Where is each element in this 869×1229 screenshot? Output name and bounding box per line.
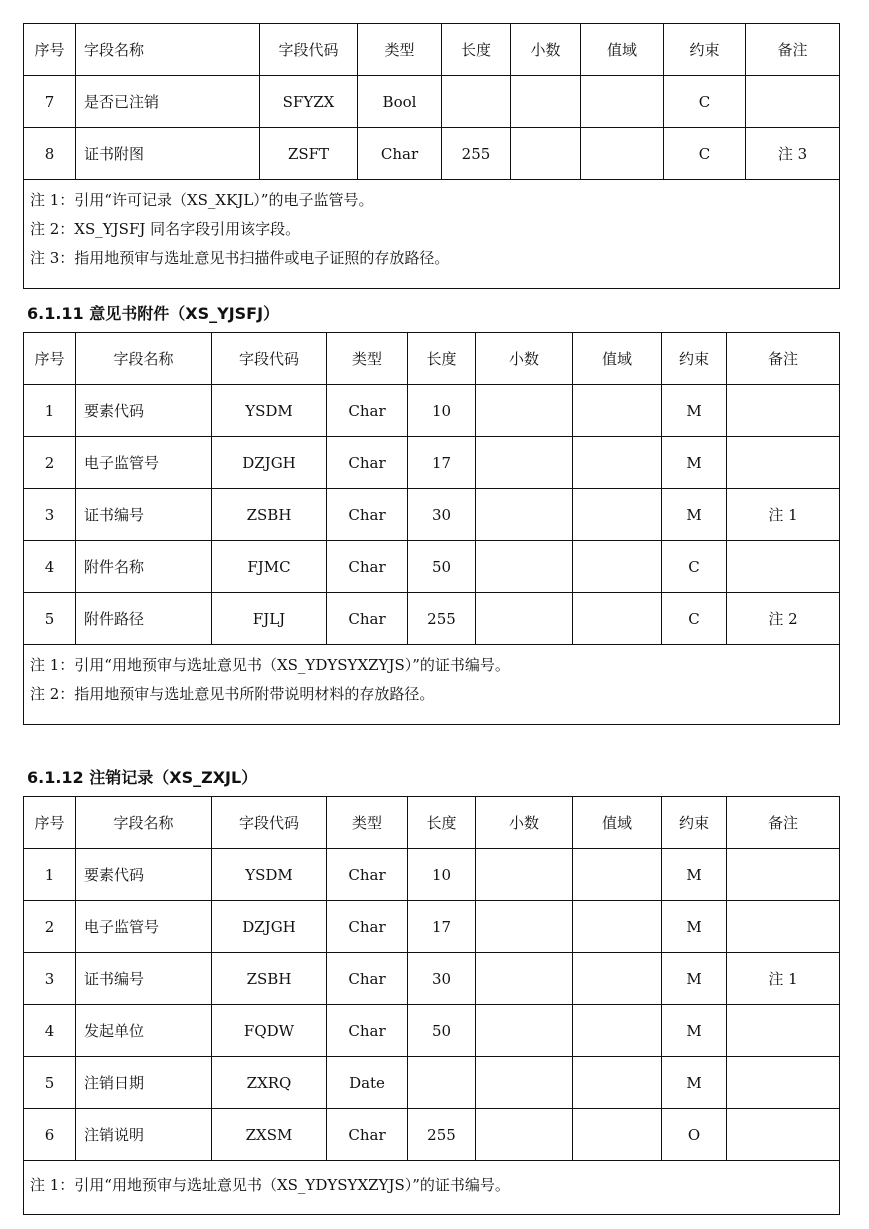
header-field-code: 字段代码	[260, 24, 358, 76]
cell-length	[442, 76, 511, 128]
cell-type: Char	[327, 1109, 408, 1161]
header-field-name: 字段名称	[76, 24, 260, 76]
cell-remark: 注 3	[746, 128, 840, 180]
cell-name: 注销日期	[76, 1057, 212, 1109]
notes-row	[24, 645, 840, 725]
cell-decimal	[476, 437, 573, 489]
cell-decimal	[476, 385, 573, 437]
cell-name: 电子监管号	[76, 437, 212, 489]
note-line: 注 2：指用地预审与选址意见书所附带说明材料的存放路径。	[30, 685, 435, 703]
table-row	[24, 76, 840, 128]
cell-code: ZSBH	[212, 953, 327, 1005]
cell-domain	[581, 128, 664, 180]
cell-decimal	[476, 953, 573, 1005]
cell-no: 5	[24, 1057, 76, 1109]
cell-name: 要素代码	[76, 849, 212, 901]
cell-no: 2	[24, 437, 76, 489]
cell-remark: 注 1	[727, 953, 840, 1005]
cell-constraint: C	[662, 593, 727, 645]
cell-name: 附件名称	[76, 541, 212, 593]
header-constraint: 约束	[662, 333, 727, 385]
cell-name: 附件路径	[76, 593, 212, 645]
table-row	[24, 593, 840, 645]
cell-constraint: O	[662, 1109, 727, 1161]
cell-decimal	[511, 128, 581, 180]
cell-code: FQDW	[212, 1005, 327, 1057]
cell-length: 10	[408, 849, 476, 901]
cell-code: ZXSM	[212, 1109, 327, 1161]
cell-remark	[727, 541, 840, 593]
header-length: 长度	[408, 797, 476, 849]
cell-decimal	[511, 76, 581, 128]
cell-type: Bool	[358, 76, 442, 128]
cell-domain	[573, 1005, 662, 1057]
header-type: 类型	[327, 797, 408, 849]
cell-decimal	[476, 489, 573, 541]
notes-row	[24, 180, 840, 289]
cell-remark	[727, 1057, 840, 1109]
cell-no: 8	[24, 128, 76, 180]
cell-remark	[727, 1109, 840, 1161]
table-row	[24, 1005, 840, 1057]
cell-length	[408, 1057, 476, 1109]
note-line: 注 3：指用地预审与选址意见书扫描件或电子证照的存放路径。	[30, 249, 450, 267]
field-table-yjsfj	[23, 332, 840, 725]
cell-length: 30	[408, 489, 476, 541]
note-line: 注 1：引用“许可记录（XS_XKJL）”的电子监管号。	[30, 191, 374, 209]
cell-name: 发起单位	[76, 1005, 212, 1057]
cell-type: Char	[327, 437, 408, 489]
cell-remark	[727, 385, 840, 437]
cell-length: 17	[408, 437, 476, 489]
cell-no: 4	[24, 541, 76, 593]
table-row	[24, 489, 840, 541]
table-row	[24, 1057, 840, 1109]
cell-constraint: C	[662, 541, 727, 593]
header-type: 类型	[327, 333, 408, 385]
cell-constraint: M	[662, 901, 727, 953]
note-line: 注 1：引用“用地预审与选址意见书（XS_YDYSYXZYJS）”的证书编号。	[30, 656, 510, 674]
note-line: 注 2：XS_YJSFJ 同名字段引用该字段。	[30, 220, 301, 238]
cell-name: 要素代码	[76, 385, 212, 437]
cell-no: 3	[24, 489, 76, 541]
header-decimal: 小数	[511, 24, 581, 76]
cell-constraint: M	[662, 1057, 727, 1109]
cell-no: 1	[24, 385, 76, 437]
cell-remark	[727, 437, 840, 489]
cell-type: Char	[327, 953, 408, 1005]
cell-domain	[573, 1109, 662, 1161]
notes-row	[24, 1161, 840, 1215]
cell-remark	[727, 901, 840, 953]
cell-no: 3	[24, 953, 76, 1005]
cell-decimal	[476, 1109, 573, 1161]
cell-code: DZJGH	[212, 901, 327, 953]
cell-name: 证书附图	[76, 128, 260, 180]
cell-code: ZSFT	[260, 128, 358, 180]
cell-no: 4	[24, 1005, 76, 1057]
cell-type: Char	[327, 901, 408, 953]
field-table-continued	[23, 23, 840, 289]
cell-code: YSDM	[212, 385, 327, 437]
cell-type: Char	[327, 849, 408, 901]
cell-remark	[727, 1005, 840, 1057]
cell-type: Char	[327, 489, 408, 541]
cell-no: 5	[24, 593, 76, 645]
cell-domain	[573, 541, 662, 593]
cell-constraint: M	[662, 489, 727, 541]
cell-decimal	[476, 901, 573, 953]
field-table-zxjl	[23, 796, 840, 1215]
cell-type: Char	[327, 385, 408, 437]
header-constraint: 约束	[662, 797, 727, 849]
table-row	[24, 128, 840, 180]
cell-domain	[573, 593, 662, 645]
cell-remark	[727, 849, 840, 901]
cell-length: 255	[408, 593, 476, 645]
cell-constraint: M	[662, 437, 727, 489]
cell-decimal	[476, 849, 573, 901]
cell-type: Char	[327, 593, 408, 645]
cell-decimal	[476, 593, 573, 645]
header-decimal: 小数	[476, 333, 573, 385]
cell-name: 证书编号	[76, 953, 212, 1005]
cell-code: DZJGH	[212, 437, 327, 489]
table-row	[24, 849, 840, 901]
cell-constraint: C	[664, 128, 746, 180]
cell-decimal	[476, 1005, 573, 1057]
cell-type: Date	[327, 1057, 408, 1109]
table-header-row	[24, 24, 840, 76]
header-remark: 备注	[727, 797, 840, 849]
table-notes	[24, 645, 840, 725]
cell-code: FJMC	[212, 541, 327, 593]
header-remark: 备注	[727, 333, 840, 385]
cell-remark: 注 2	[727, 593, 840, 645]
header-constraint: 约束	[664, 24, 746, 76]
header-domain: 值域	[573, 333, 662, 385]
section-heading-6-1-12: 6.1.12 注销记录（XS_ZXJL）	[27, 768, 258, 787]
table-row	[24, 1109, 840, 1161]
table-row	[24, 385, 840, 437]
cell-no: 2	[24, 901, 76, 953]
table-header-row	[24, 333, 840, 385]
cell-length: 50	[408, 1005, 476, 1057]
cell-code: ZSBH	[212, 489, 327, 541]
cell-length: 50	[408, 541, 476, 593]
cell-code: YSDM	[212, 849, 327, 901]
cell-domain	[573, 1057, 662, 1109]
header-length: 长度	[442, 24, 511, 76]
cell-domain	[573, 385, 662, 437]
header-field-code: 字段代码	[212, 797, 327, 849]
cell-constraint: M	[662, 953, 727, 1005]
header-no: 序号	[24, 24, 76, 76]
cell-remark	[746, 76, 840, 128]
header-remark: 备注	[746, 24, 840, 76]
cell-length: 17	[408, 901, 476, 953]
table-row	[24, 437, 840, 489]
cell-length: 10	[408, 385, 476, 437]
cell-length: 30	[408, 953, 476, 1005]
cell-name: 电子监管号	[76, 901, 212, 953]
cell-type: Char	[327, 1005, 408, 1057]
cell-name: 注销说明	[76, 1109, 212, 1161]
cell-length: 255	[442, 128, 511, 180]
table-row	[24, 901, 840, 953]
header-type: 类型	[358, 24, 442, 76]
cell-code: SFYZX	[260, 76, 358, 128]
cell-domain	[573, 901, 662, 953]
header-field-name: 字段名称	[76, 333, 212, 385]
cell-no: 1	[24, 849, 76, 901]
cell-no: 7	[24, 76, 76, 128]
cell-domain	[573, 489, 662, 541]
cell-code: FJLJ	[212, 593, 327, 645]
table-header-row	[24, 797, 840, 849]
cell-constraint: M	[662, 849, 727, 901]
cell-constraint: C	[664, 76, 746, 128]
header-no: 序号	[24, 333, 76, 385]
cell-name: 是否已注销	[76, 76, 260, 128]
cell-length: 255	[408, 1109, 476, 1161]
cell-domain	[581, 76, 664, 128]
cell-domain	[573, 849, 662, 901]
cell-constraint: M	[662, 1005, 727, 1057]
cell-decimal	[476, 541, 573, 593]
cell-type: Char	[327, 541, 408, 593]
cell-domain	[573, 437, 662, 489]
table-row	[24, 953, 840, 1005]
header-no: 序号	[24, 797, 76, 849]
cell-name: 证书编号	[76, 489, 212, 541]
table-notes	[24, 1161, 840, 1215]
cell-code: ZXRQ	[212, 1057, 327, 1109]
table-row	[24, 541, 840, 593]
cell-constraint: M	[662, 385, 727, 437]
cell-domain	[573, 953, 662, 1005]
table-notes	[24, 180, 840, 289]
header-decimal: 小数	[476, 797, 573, 849]
cell-remark: 注 1	[727, 489, 840, 541]
cell-no: 6	[24, 1109, 76, 1161]
header-field-code: 字段代码	[212, 333, 327, 385]
header-length: 长度	[408, 333, 476, 385]
cell-type: Char	[358, 128, 442, 180]
header-domain: 值域	[581, 24, 664, 76]
cell-decimal	[476, 1057, 573, 1109]
section-heading-6-1-11: 6.1.11 意见书附件（XS_YJSFJ）	[27, 304, 280, 323]
note-line: 注 1：引用“用地预审与选址意见书（XS_YDYSYXZYJS）”的证书编号。	[30, 1176, 510, 1194]
header-field-name: 字段名称	[76, 797, 212, 849]
header-domain: 值域	[573, 797, 662, 849]
